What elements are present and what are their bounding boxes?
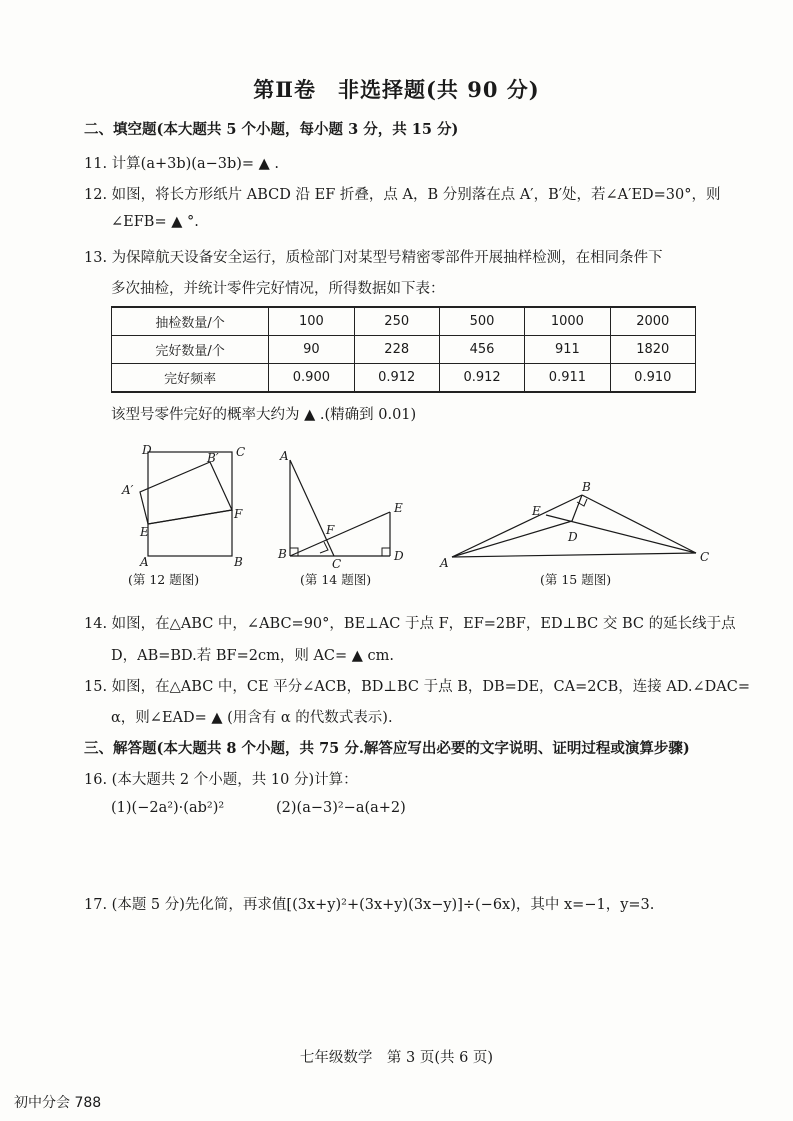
table-cell: 0.912 [439, 364, 524, 393]
table-cell: 90 [269, 336, 354, 364]
question-13-line3: 该型号零件完好的概率大约为 ▲ .(精确到 0.01) [111, 407, 417, 423]
section-answer-title: 三、解答题(本大题共 8 个小题，共 75 分.解答应写出必要的文字说明、证明过程或演算步骤) [84, 740, 690, 757]
figure-15 [432, 475, 717, 575]
label-d: D [568, 530, 578, 544]
table-cell: 0.910 [610, 364, 695, 393]
figure-14-caption: (第 14 题图) [300, 572, 372, 587]
label-e: E [394, 501, 403, 515]
question-16-part1: (1)(−2a²)·(ab²)² [111, 800, 225, 816]
table-cell: 250 [354, 307, 439, 336]
question-14-line2: D，AB=BD.若 BF=2cm，则 AC= ▲ cm. [111, 648, 395, 664]
rectangle-abcd [148, 452, 232, 556]
question-17: 17. (本题 5 分)先化简，再求值[(3x+y)²+(3x+y)(3x−y)]÷(−6x)，其中 x=−1，y=3. [84, 897, 655, 913]
label-c: C [236, 445, 246, 459]
segment-ad [452, 521, 572, 557]
label-e: E [140, 525, 149, 539]
corner-note: 初中分会 788 [14, 1095, 102, 1111]
segment-ac [290, 460, 334, 556]
label-a: A [440, 556, 449, 570]
label-c: C [332, 557, 342, 571]
label-a-prime: A′ [122, 483, 134, 497]
right-angle-d [382, 548, 390, 556]
question-16-line1: 16. (本大题共 2 个小题，共 10 分)计算： [84, 772, 358, 788]
table-cell: 0.911 [525, 364, 610, 393]
segment-ac [452, 553, 696, 557]
label-f: F [234, 507, 243, 521]
table-cell: 456 [439, 336, 524, 364]
question-12-line1: 12. 如图，将长方形纸片 ABCD 沿 EF 折叠，点 A，B 分别落在点 A′，B′处，若∠A′ED=30°，则 [84, 187, 721, 203]
label-d: D [394, 549, 404, 563]
question-11: 11. 计算(a+3b)(a−3b)= ▲ . [84, 156, 280, 172]
page-footer: 七年级数学 第 3 页(共 6 页) [299, 1050, 494, 1066]
folded-quadrilateral [140, 462, 232, 524]
table-cell: 228 [354, 336, 439, 364]
table-cell: 完好频率 [112, 364, 269, 393]
question-15-line1: 15. 如图，在△ABC 中，CE 平分∠ACB，BD⊥BC 于点 B，DB=DE，CA=2CB，连接 AD.∠DAC= [84, 679, 751, 695]
label-a: A [140, 555, 149, 569]
label-a: A [280, 449, 289, 463]
table-cell: 500 [439, 307, 524, 336]
section-fill-in-title: 二、填空题(本大题共 5 个小题，每小题 3 分，共 15 分) [84, 121, 459, 138]
table-row [112, 364, 696, 393]
question-13-line1: 13. 为保障航天设备安全运行，质检部门对某型号精密零部件开展抽样检测，在相同条件下 [84, 250, 663, 266]
label-b-prime: B′ [207, 451, 219, 465]
sampling-table [111, 306, 696, 393]
label-d: D [142, 443, 152, 457]
table-cell: 911 [525, 336, 610, 364]
table-cell: 1820 [610, 336, 695, 364]
question-12-line2: ∠EFB= ▲ °. [111, 214, 199, 230]
figure-12 [112, 440, 262, 575]
table-cell: 0.900 [269, 364, 354, 393]
question-14-line1: 14. 如图，在△ABC 中，∠ABC=90°，BE⊥AC 于点 F，EF=2BF，ED⊥BC 交 BC 的延长线于点 [84, 616, 736, 632]
table-cell: 0.912 [354, 364, 439, 393]
fold-line-ef [148, 510, 232, 524]
label-c: C [700, 550, 710, 564]
table-cell: 2000 [610, 307, 695, 336]
question-15-line2: α，则∠EAD= ▲ (用含有 α 的代数式表示). [111, 710, 393, 726]
label-b: B [278, 547, 287, 561]
table-row [112, 336, 696, 364]
question-16-part2: (2)(a−3)²−a(a+2) [276, 800, 406, 816]
label-f: F [326, 523, 335, 537]
page-title: 第Ⅱ卷 非选择题(共 90 分) [253, 77, 540, 102]
figure-12-caption: (第 12 题图) [128, 572, 200, 587]
label-b: B [234, 555, 243, 569]
right-angle-f [320, 542, 328, 553]
table-cell: 1000 [525, 307, 610, 336]
segment-ab [452, 495, 582, 557]
segment-be [290, 512, 390, 556]
figure-14 [272, 440, 417, 575]
label-b: B [582, 480, 591, 494]
table-cell: 抽检数量/个 [112, 307, 269, 336]
label-e: E [532, 504, 541, 518]
segment-bc [582, 495, 696, 553]
table-cell: 100 [269, 307, 354, 336]
figure-15-caption: (第 15 题图) [540, 572, 612, 587]
table-row [112, 307, 696, 336]
table-cell: 完好数量/个 [112, 336, 269, 364]
question-13-line2: 多次抽检，并统计零件完好情况，所得数据如下表： [111, 281, 445, 297]
